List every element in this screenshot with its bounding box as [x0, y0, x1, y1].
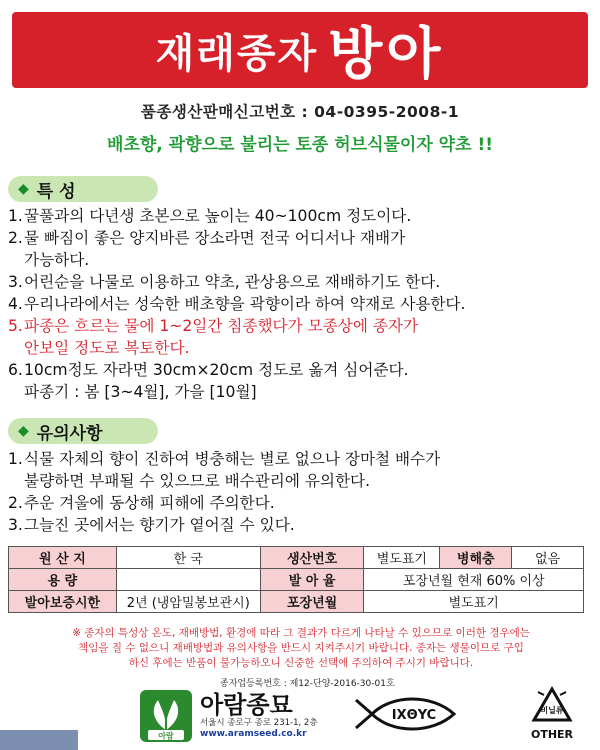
disclaimer-notice: [16, 626, 586, 671]
features-tab: [8, 176, 158, 202]
cautions-tab: [8, 418, 158, 444]
table-row: [9, 591, 584, 613]
item-text: 꿀풀과의 다년생 초본으로 높이는 40~100cm 정도이다.: [24, 207, 412, 225]
list-item-continuation: [8, 337, 594, 359]
product-title: 방아: [328, 22, 445, 87]
disease-label: 병해충: [440, 547, 512, 569]
list-item: [8, 492, 594, 514]
item-number: 2.: [8, 229, 23, 247]
item-number: 1.: [8, 450, 23, 468]
list-item-continuation: [8, 381, 594, 403]
notice-line: ※ 종자의 특성상 온도, 재배방법, 환경에 따라 그 결과가 다르게 나타날 수 있으므로 이러한 경우에는: [72, 627, 530, 639]
item-number: 5.: [8, 317, 23, 335]
product-info-table: [8, 546, 584, 613]
diamond-icon: ◆: [18, 423, 29, 439]
ichthys-fish-icon: [352, 696, 458, 732]
disease-value: 없음: [512, 547, 584, 569]
title-banner: [12, 12, 588, 88]
item-text: 그늘진 곳에서는 향기가 옅어질 수 있다.: [24, 516, 295, 534]
cautions-tab-label: 유의사항: [36, 423, 103, 444]
guarantee-period-label: 발아보증시한: [9, 591, 117, 613]
origin-value: 한 국: [116, 547, 260, 569]
tagline: 배초향, 곽향으로 불리는 토종 허브식물이자 약초 !!: [107, 135, 493, 155]
germination-rate-label: 발 아 율: [260, 569, 364, 591]
list-item: [8, 514, 594, 536]
features-list: [8, 205, 594, 403]
packaging-date-label: 포장년월: [260, 591, 364, 613]
item-number: 3.: [8, 516, 23, 534]
packaging-date-value: 별도표기: [364, 591, 584, 613]
origin-label: 원 산 지: [9, 547, 117, 569]
company-registration: 종자업등록번호 : 제12-단양-2016-30-01호: [220, 679, 395, 689]
company-name: 아람종묘: [200, 691, 293, 719]
item-text: 추운 겨울에 동상해 피해에 주의한다.: [24, 494, 275, 512]
recycle-type-text: 비닐류: [540, 706, 564, 715]
item-text: 파종은 흐르는 물에 1~2일간 침종했다가 모종상에 종자가: [24, 317, 419, 335]
table-row: [9, 547, 584, 569]
registration-number: 품종생산판매신고번호 : 04-0395-2008-1: [140, 103, 460, 121]
item-text: 가능하다.: [24, 251, 90, 269]
item-number: 3.: [8, 273, 23, 291]
list-item: [8, 448, 594, 470]
item-text: 식물 자체의 향이 진하여 병충해는 별로 없으나 장마철 배수가: [24, 450, 441, 468]
brand-block: [200, 692, 318, 740]
item-text: 안보일 정도로 복토한다.: [24, 339, 190, 357]
item-number: 4.: [8, 295, 23, 313]
list-item-highlight: [8, 315, 594, 337]
logo-caption: 아람: [158, 731, 174, 741]
recycle-label: OTHER: [530, 728, 574, 741]
list-item: [8, 293, 594, 315]
germination-rate-value: 포장년월 현재 60% 이상: [364, 569, 584, 591]
list-item: [8, 205, 594, 227]
item-text: 불량하면 부패될 수 있으므로 배수관리에 유의한다.: [24, 472, 371, 490]
notice-line: 하신 후에는 반품이 불가능하오니 신중한 선택에 주의하여 주시기 바랍니다.: [128, 657, 474, 669]
item-number: 6.: [8, 361, 23, 379]
capacity-label: 용 량: [9, 569, 117, 591]
capacity-value: [116, 569, 260, 591]
item-text: 파종기 : 봄 [3~4월], 가을 [10월]: [24, 383, 257, 401]
notice-line: 책임을 질 수 없으니 재배방법과 유의사항을 반드시 지켜주시기 바랍니다. 종자는 생물이므로 구입: [78, 642, 524, 654]
company-url: www.aramseed.co.kr: [200, 729, 307, 739]
item-text: 우리나라에서는 성숙한 배초향을 곽향이라 하여 약재로 사용한다.: [24, 295, 466, 313]
recycle-mark: [522, 686, 582, 741]
list-item-continuation: [8, 470, 594, 492]
production-number-value: 별도표기: [364, 547, 440, 569]
diamond-icon: ◆: [18, 181, 29, 197]
item-text: 10cm정도 자라면 30cm×20cm 정도로 옮겨 심어준다.: [24, 361, 409, 379]
company-address: 서울시 종로구 종로 231-1, 2층: [200, 718, 318, 728]
list-item: [8, 227, 594, 249]
list-item: [8, 271, 594, 293]
item-text: 어린순을 나물로 이용하고 약초, 관상용으로 재배하기도 한다.: [24, 273, 441, 291]
fish-text: IXΘYC: [391, 708, 437, 723]
item-number: 2.: [8, 494, 23, 512]
company-logo: [140, 690, 318, 742]
list-item-continuation: [8, 249, 594, 271]
cautions-list: [8, 448, 594, 536]
table-row: [9, 569, 584, 591]
title-prefix: 재래종자: [155, 30, 319, 77]
features-tab-label: 특 성: [36, 181, 76, 202]
recycle-icon: [530, 686, 574, 726]
item-text: 물 빠짐이 좋은 양지바른 장소라면 전국 어디서나 재배가: [24, 229, 406, 247]
list-item: [8, 359, 594, 381]
aram-leaf-logo-icon: [140, 690, 192, 742]
corner-strip: [0, 730, 78, 750]
production-number-label: 생산번호: [260, 547, 364, 569]
item-number: 1.: [8, 207, 23, 225]
guarantee-period-value: 2년 (냉암밀봉보관시): [116, 591, 260, 613]
